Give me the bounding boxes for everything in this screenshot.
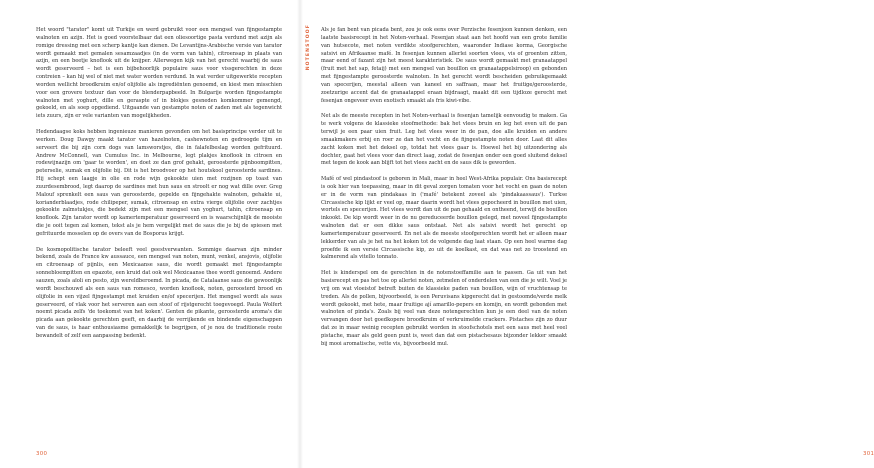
page-number-right: 301: [863, 451, 874, 457]
left-page-body: [36, 27, 282, 341]
page-number-left: 300: [36, 451, 48, 457]
book-gutter: [297, 0, 303, 468]
left-paragraph: De kosmopolitische tarator beleeft veel geestverwanten. Sommige daarvan zijn minder bekend, zoals de France kw aussauce, een mengsel van noten, munt, venkel, ansjovis, olijfolie en citroensap of pijnlis, een Mexicaanse saus, die wordt gemaakt met fijngestampte sonnebloempitten en epazote, een kruid dat ook wel Mexicaanse thee wordt genoemd. Andere sauzen, zoals aïoli en pesto, zijn wereldberoemd. In picada, de Catalaanse saus die gewoonlijk wordt beschouwd als een saus van romesco, worden knoflook, noten, geroosterd brood en olijfolie in een vijzel fijngestampt met kruiden en/of specerijen. Het mengsel wordt als saus geserveerd, of vlak voor het serveren aan een stoof of rijstgerecht toegevoegd. Paula Wolfert noemt picada zelfs 'de toekomst van het koken'. Genten de pikante, geroosterde aroma's die picada aan gekookte gerechten geeft, en daarbij de verrijkende en bindende eigenschappen van de saus, is haar enthousiasme gemakkelijk te begrijpen, of je nou de traditionele route bewandelt of zelf een aanpassing bedenkt.: [36, 246, 282, 339]
right-page-body: [321, 27, 567, 349]
left-page: [0, 0, 300, 468]
right-paragraph: Het is kinderspel om de gerechten in de notenstoeffamilie aan te passen. Ga uit van het basisrecept en pas het toe op allerlei noten, zetmelen of onderdelen van een die je wilt. Voel je vrij om wat vloeistof betreft buiten de klassieke paden van bouillon, wijn of vruchtensap te treden. Als de pollen, bijvoorbeeld, is een Peruvisans kipgerecht dat in gestoomde/verde melk wordt gekookt, met hete, maar fruitige ají amarillo-pepers en komijn, en wordt gebonden met walnoten of pinda's. Zoals bij veel van deze notengerechten kun je een deel van de noten vervangen door het goedkopere broodkruim of verkruimelde crackers. Pistaches zijn zo duur dat ze in maar weinig recepten gebruikt worden in stoofschotels met een saus met heel veel pistache, maar als geld geen punt is, weet dan dat een pistachesaus bijzonder lekker smaakt bij mooi aromatische, vette vis, bijvoorbeeld mul.: [321, 270, 567, 347]
left-paragraph: Hedendaagse koks hebben ingenieuze manieren gevonden om het basisprincipe verder uit te werken. Doug Dawgy maakt tarator van hazelnoten, cashewnoten en gedroogde tijm en serveert die bij zijn corn dogs van lamsworstjes, die in falafelbeslag worden gefrituurd. Andrew McConnell, van Cumulus Inc. in Melbourne, legt plakjes knoflook in citroen en rodewijnazijn om 'gaar te worden', en doet ze dan grof gehakt, geroosterde pijnboompitten, peterselie, sumak en olijfolie bij. Dit is het broodvoer op het houtskool geroosterde sardines. Hij schept een laagje in olie en rode wijn gekookte uien met rozijnen op toast van zuurdesembrood, legt daarop de sardines met hun saus en stroolt er nog wat dille over. Greg Malouf sprenkelt een saus van geroosterde, gepelde en fijngehakte walnoten, gehakte ui, korianderblaadjes, rode chilipeper, sumak, citroensap en extra vierge olijfolie over zachtjes gekookte zalmstukjes, die bedekt zijn met een mengsel van yoghurt, tahin, citroensap en knoflook. Zijn tarator wordt op kamertemperatuur geserveerd en is waarschijnlijk de mooiste die je ooit tegen zal komen, tekst als je hem vergelijkt met de saus die je bij de spiesen met gefrituurde mosselen op de overs van de Bosporus krijgt.: [36, 128, 282, 237]
right-paragraph: Mafé of wel pindastoof is geboren in Mali, maar in heel West-Afrika populair. Ons basisrecept is ook hier van toepassing, maar in dit geval zorgen tomaten voor het vocht en gaan de noten er in de vorm van pindakaas in ('mafé' betekent zoveel als 'pindakaassaus'). Turkse Circassische kip lijkt er veel op, maar daarin wordt het vlees gepocheerd in bouillon met uien, wortels en specerijen. Het vlees wordt dan uit de pan gehaald en ontheend, terwijl de bouillon inkookt. De kip wordt weer in de nu gereduceerde bouillon gelegd, met noveel fijngestampte walnoten dat er een dikke saus ontstaat. Net als satsivi wordt het gerecht op kamertemperatuur geserveerd. En net als de meeste stoofgerechten wordt het er alleen maar lekkerder van als je het na het koken tot de volgende dag laat staan. Op een heel warme dag proefde ik een versie Circassische kip, zo uit de koelkast, en dat was net zo troostend en kalmerend als vitello tonnato.: [321, 176, 567, 261]
running-head: NOTENSTOOF: [306, 24, 311, 71]
right-paragraph: Net als de meeste recepten in het Noten-verhaal is fesenjan tamelijk eenvoudig te maken. Ga te werk volgens de klassieke stoofmethode: bak het vlees bruin en leg het even uit de pan terwijl je een paar uien fruit. Leg het vlees weer in de pan, doe alle kruiden en andere smaakmakers erbij en roer ze dan het vocht en de fijngestampte noten door. Laat dit alles zacht koken met het deksel op, totdat het vlees gaar is. Hoewel het bij uitzondering als dochter, gaat het vlees voor dan direct laag, zodat de fesenjan onder een goed sluitend deksel met tegen de kook aan blijft tot het vlees zacht en de saus dik is geworden.: [321, 113, 567, 167]
right-paragraph: Als je fan bent van picada bent, zou je ook eens over Perzische fesenjoon kunnen denken, een laatste basisrecept in het Noten-verhaal. Fesenjan staat aan het hoofd van een grote familie van hutsecote, met noten verdikte stoofgerechten, waaronder Indiase korma, Georgische satsivi en Afrikaanse mafé. In fesenjan kunnen allerlei soorten vlees, vis of groenten zitten, maar eend of fazant zijn het meest karakteristiek. De saus wordt gemaakt met granaatappel (fruit met het sap, fetaij) met een mengsel van bouillon en granaatappelsiroop) en gebonden met fijngestampte geroosterde walnoten. In het gerecht wordt bescheiden gebruikgemaakt van specerijen, meestal alleen van kaneel en saffraan, maar het fruitige/geroosterde, zoetzurige accent dat de granaatappel eraan bijdraagt, maakt dit een tijdloze gerecht met fesenjan ongeveer even exotisch smaakt als fris kiwi-vibe.: [321, 27, 567, 104]
left-paragraph: Het woord "tarator" komt uit Turkije en werd gebruikt voor een mengsel van fijngestampte walnoten en azijn. Het is goed voorstelbaar dat een oliesoortige pasta verdund met azijn als romige dressing met een scherp kantje kan dienen. De Levantijns-Arabische versie van tarator wordt gemaakt met gemalen sesamzaadjes (in de vorm van tahin), citroensap in plaats van azijn, en een beetje knoflook uit de knijper. Allerwegen kijk van het gerecht waarbij de saus wordt geserveerd – het is een bijbehoorlijk populaire saus voor vissgerechten in deze contreien – kan hij wel of niet met water worden verdund. In wat verder uitgewerkte recepten worden wellicht broodkruim en/of olijfolie als ingrediënten genoemd, en kiest men misschien voor een grovere textuur dan voor de blenderpapbeeld. In Bulgarije worden fijngestampte walnoten met yoghurt, dille en geraspte of in blokjes gesneden komkommer gemengd, gekoeld, en als soep opgediend. Uitgaande van gestampte noten of zaden met als tegenwicht iets zuurs, zijn er vele varianten van mogelijkheden.: [36, 27, 282, 120]
